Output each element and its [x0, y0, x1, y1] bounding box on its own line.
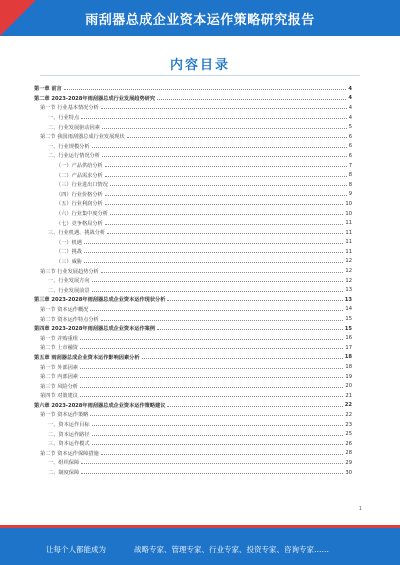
- toc-entry-page: 15: [345, 316, 352, 323]
- toc-leader-dots: [105, 204, 344, 205]
- footer-slogan: 让每个人都能成为: [46, 545, 106, 554]
- toc-entry-page: 22: [345, 411, 352, 418]
- toc-entry[interactable]: [34, 324, 352, 334]
- toc-entry[interactable]: [34, 391, 352, 401]
- toc-leader-dots: [92, 444, 344, 445]
- toc-leader-dots: [157, 329, 343, 330]
- toc-entry-text: 第二节 我国雨刮器总成行业发展现状: [40, 134, 125, 141]
- toc-entry-text: 第二节 资本运作保障措施: [40, 450, 99, 457]
- toc-entry-text: （四）行业价格分析: [56, 191, 103, 198]
- toc-leader-dots: [105, 166, 347, 167]
- toc-entry-text: 三、行业机遇、挑战分析: [48, 230, 106, 237]
- toc-entry[interactable]: [34, 238, 352, 248]
- toc-leader-dots: [80, 348, 343, 349]
- toc-entry[interactable]: [34, 190, 352, 200]
- toc-entry[interactable]: [34, 170, 352, 180]
- toc-entry[interactable]: [34, 429, 352, 439]
- toc-entry-page: 6: [348, 152, 352, 159]
- toc-leader-dots: [105, 224, 344, 225]
- toc-entry-page: 10: [345, 210, 352, 217]
- toc-entry-text: 二、行业运行情况分析: [48, 153, 100, 160]
- toc-leader-dots: [81, 473, 343, 474]
- toc-leader-dots: [92, 435, 344, 436]
- toc-entry-text: 二、制度保障: [48, 470, 80, 477]
- toc-entry[interactable]: [34, 199, 352, 209]
- toc-leader-dots: [90, 415, 343, 416]
- toc-entry-page: 29: [345, 459, 352, 466]
- toc-entry-page: 8: [348, 181, 352, 188]
- page-number: 1: [358, 506, 362, 512]
- toc-entry[interactable]: [34, 362, 352, 372]
- toc-entry-text: 第一章 前言: [34, 86, 62, 93]
- toc-entry[interactable]: [34, 209, 352, 219]
- toc-entry-page: 6: [348, 143, 352, 150]
- toc-entry-text: 第四节 对策建议: [40, 393, 78, 400]
- toc-leader-dots: [84, 262, 343, 263]
- toc-entry-page: 22: [344, 402, 352, 409]
- toc-leader-dots: [92, 291, 344, 292]
- toc-entry[interactable]: [34, 420, 352, 430]
- toc-leader-dots: [110, 214, 344, 215]
- toc-leader-dots: [81, 463, 343, 464]
- toc-entry-text: （三）行业进出口情况: [56, 182, 108, 189]
- toc-entry-text: 第一节 资本运作概况: [40, 306, 89, 313]
- toc-entry-text: 第一节 并购重组: [40, 335, 78, 342]
- toc-leader-dots: [105, 195, 347, 196]
- toc-entry-text: 第二章 2023-2028年雨刮器总成行业发展趋势研究: [34, 95, 156, 102]
- toc-entry-page: 18: [344, 354, 352, 361]
- toc-entry[interactable]: [34, 468, 352, 478]
- toc-entry[interactable]: [34, 333, 352, 343]
- toc-entry[interactable]: [34, 228, 352, 238]
- toc-leader-dots: [92, 281, 344, 282]
- toc-leader-dots: [110, 185, 347, 186]
- toc-entry[interactable]: [34, 257, 352, 267]
- toc-entry-text: 第四章 2023-2028年雨刮器总成企业资本运作案例: [34, 326, 156, 333]
- toc-entry[interactable]: [34, 372, 352, 382]
- toc-entry[interactable]: [34, 401, 352, 411]
- toc-entry-page: 13: [345, 287, 352, 294]
- toc-entry-text: 第二节 上市融资: [40, 345, 78, 352]
- toc-entry-page: 11: [345, 220, 352, 227]
- toc-entry-text: 一、行业特点: [48, 115, 80, 122]
- toc-leader-dots: [107, 233, 343, 234]
- toc-entry-text: （五）行业利润分析: [56, 201, 103, 208]
- toc-entry[interactable]: [34, 247, 352, 257]
- toc-entry-text: 一、行业发展方向: [48, 278, 90, 285]
- toc-entry[interactable]: [34, 343, 352, 353]
- toc-entry-page: 4: [348, 85, 352, 92]
- toc-entry-text: 一、资本运作目标: [48, 422, 90, 429]
- toc-entry[interactable]: [34, 266, 352, 276]
- toc-entry[interactable]: [34, 84, 352, 94]
- table-of-contents: [34, 84, 352, 477]
- toc-leader-dots: [80, 368, 343, 369]
- toc-entry-text: 第三节 行业发展趋势分析: [40, 268, 99, 275]
- toc-entry-text: 第三章 2023-2028年雨刮器总成企业资本运作现状分析: [34, 297, 166, 304]
- report-title: 雨刮器总成企业资本运作策略研究报告: [85, 13, 315, 28]
- toc-entry[interactable]: [34, 353, 352, 363]
- toc-entry-text: 二、行业发展驱动因素: [48, 124, 100, 131]
- toc-leader-dots: [90, 310, 343, 311]
- toc-entry-page: 4: [348, 95, 352, 102]
- toc-entry-text: 二、行业发展前景: [48, 287, 90, 294]
- toc-entry[interactable]: [34, 122, 352, 132]
- toc-entry-page: 5: [348, 124, 352, 131]
- toc-entry-text: （一）产品供给分析: [56, 163, 103, 170]
- toc-leader-dots: [102, 156, 347, 157]
- toc-entry-text: 第一节 资本运作策略: [40, 412, 89, 419]
- toc-entry-page: 11: [345, 239, 352, 246]
- footer-banner: [0, 525, 400, 565]
- toc-entry-page: 21: [345, 392, 352, 399]
- toc-entry-page: 15: [344, 325, 352, 332]
- toc-leader-dots: [157, 99, 346, 100]
- toc-entry-page: 16: [345, 335, 352, 342]
- toc-entry-text: 一、组织保障: [48, 460, 80, 467]
- toc-leader-dots: [92, 147, 347, 148]
- toc-leader-dots: [167, 300, 342, 301]
- toc-entry-page: 13: [344, 296, 352, 303]
- toc-entry-page: 12: [345, 268, 352, 275]
- toc-leader-dots: [101, 272, 344, 273]
- toc-entry-page: 7: [348, 162, 352, 169]
- toc-leader-dots: [80, 339, 343, 340]
- toc-entry-text: （三）威胁: [56, 258, 82, 265]
- toc-leader-dots: [84, 252, 343, 253]
- toc-entry[interactable]: [34, 113, 352, 123]
- toc-entry-text: 二、资本运作路径: [48, 431, 90, 438]
- toc-entry-page: 11: [345, 229, 352, 236]
- toc-leader-dots: [92, 425, 344, 426]
- toc-entry-text: （二）挑战: [56, 249, 82, 256]
- toc-divider: [40, 75, 360, 76]
- toc-leader-dots: [84, 243, 343, 244]
- toc-entry-page: 14: [345, 306, 352, 313]
- toc-entry[interactable]: [34, 132, 352, 142]
- toc-entry[interactable]: [34, 180, 352, 190]
- toc-entry[interactable]: [34, 449, 352, 459]
- toc-entry-page: 4: [348, 104, 352, 111]
- toc-leader-dots: [102, 128, 347, 129]
- toc-entry-page: 25: [345, 431, 352, 438]
- toc-entry[interactable]: [34, 218, 352, 228]
- report-header: [0, 0, 400, 36]
- toc-entry-page: 10: [345, 200, 352, 207]
- toc-entry[interactable]: [34, 410, 352, 420]
- toc-entry-text: 三、资本运作模式: [48, 441, 90, 448]
- toc-entry[interactable]: [34, 458, 352, 468]
- toc-entry[interactable]: [34, 305, 352, 315]
- toc-entry-page: 23: [345, 421, 352, 428]
- toc-leader-dots: [101, 454, 344, 455]
- toc-entry-page: 12: [345, 277, 352, 284]
- toc-entry-page: 19: [345, 373, 352, 380]
- toc-entry-text: （七）竞争格局分析: [56, 220, 103, 227]
- toc-entry-text: 第六章 2023-2028年雨刮器总成企业资本运作策略建议: [34, 402, 166, 409]
- toc-entry-text: 第五章 雨刮器总成企业资本运作影响因素分析: [34, 354, 140, 361]
- toc-entry-page: 20: [345, 383, 352, 390]
- toc-entry-text: （一）机遇: [56, 239, 82, 246]
- toc-entry-text: 第一节 外部因素: [40, 364, 78, 371]
- toc-entry[interactable]: [34, 439, 352, 449]
- toc-entry[interactable]: [34, 295, 352, 305]
- toc-entry-text: （二）产品需求分析: [56, 172, 103, 179]
- toc-entry[interactable]: [34, 142, 352, 152]
- toc-leader-dots: [101, 320, 344, 321]
- toc-entry-page: 6: [348, 133, 352, 140]
- toc-entry-page: 4: [348, 114, 352, 121]
- toc-leader-dots: [142, 358, 343, 359]
- toc-entry[interactable]: [34, 276, 352, 286]
- toc-entry[interactable]: [34, 314, 352, 324]
- toc-entry[interactable]: [34, 381, 352, 391]
- footer-stripe: [0, 525, 400, 528]
- toc-entry[interactable]: [34, 161, 352, 171]
- toc-entry-text: （六）行业集中度分析: [56, 211, 108, 218]
- toc-leader-dots: [101, 108, 347, 109]
- toc-entry-page: 8: [348, 172, 352, 179]
- toc-entry-page: 18: [345, 364, 352, 371]
- toc-entry-page: 28: [345, 450, 352, 457]
- toc-leader-dots: [80, 387, 343, 388]
- toc-entry-text: 一、行业规模分析: [48, 143, 90, 150]
- toc-entry-page: 11: [345, 248, 352, 255]
- toc-leader-dots: [80, 377, 343, 378]
- toc-leader-dots: [167, 406, 342, 407]
- toc-entry-page: 30: [345, 469, 352, 476]
- footer-roles: 战略专家、管理专家、行业专家、投资专家、咨询专家……: [134, 545, 329, 554]
- toc-leader-dots: [105, 176, 347, 177]
- toc-entry-page: 12: [345, 258, 352, 265]
- toc-leader-dots: [81, 118, 347, 119]
- toc-entry-page: 26: [345, 440, 352, 447]
- toc-leader-dots: [80, 396, 343, 397]
- toc-entry-page: 17: [345, 344, 352, 351]
- toc-entry-text: 第三节 风险分析: [40, 383, 78, 390]
- toc-title: 内容目录: [169, 58, 230, 73]
- toc-entry[interactable]: [34, 285, 352, 295]
- toc-entry-page: 9: [348, 191, 352, 198]
- toc-entry-text: 第二节 资本运作特点分析: [40, 316, 99, 323]
- toc-entry-text: 第二节 内部因素: [40, 374, 78, 381]
- toc-entry[interactable]: [34, 94, 352, 104]
- toc-entry[interactable]: [34, 151, 352, 161]
- toc-leader-dots: [64, 89, 347, 90]
- toc-leader-dots: [127, 137, 347, 138]
- toc-entry-text: 第一节 行业基本情况分析: [40, 105, 99, 112]
- toc-entry[interactable]: [34, 103, 352, 113]
